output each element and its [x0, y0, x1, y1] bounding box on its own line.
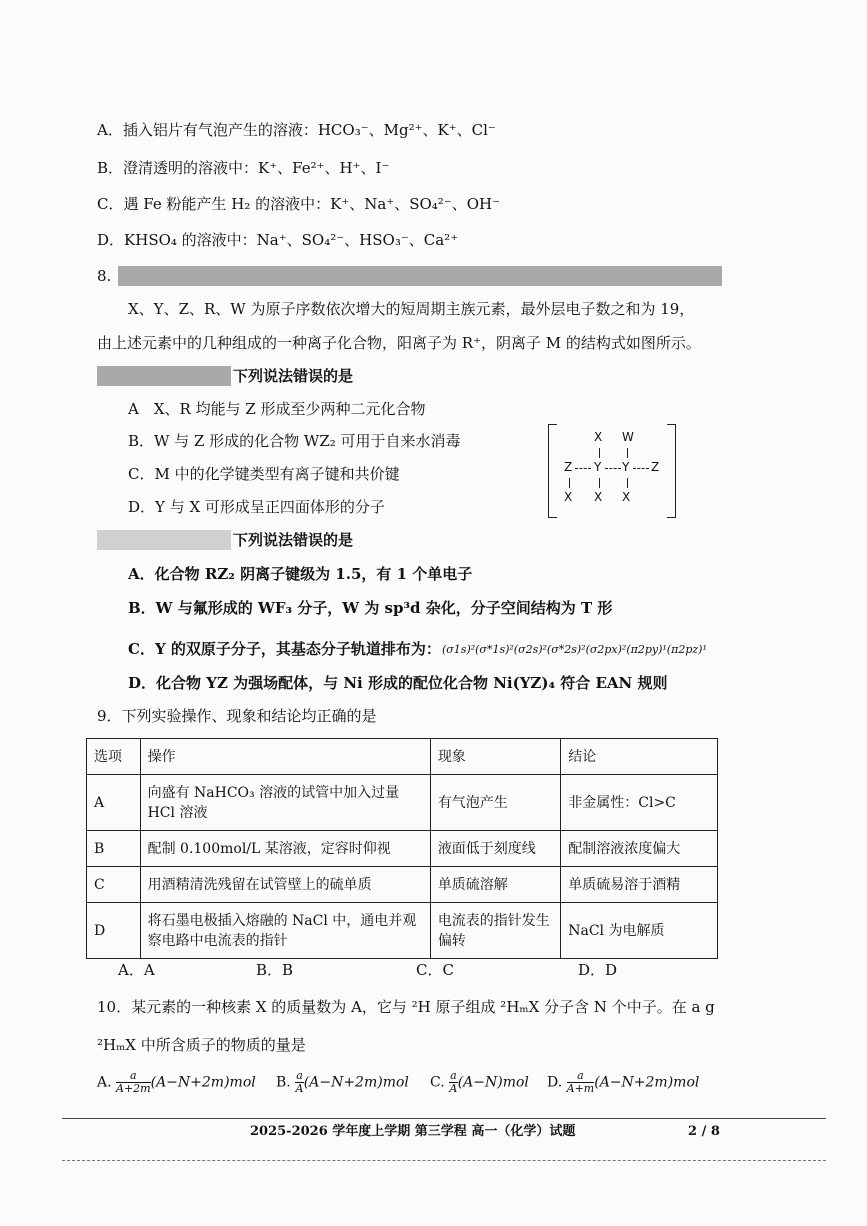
table-row	[87, 867, 718, 903]
atom-x-bottom-3: X	[622, 490, 631, 504]
row-operation: 用酒精清洗残留在试管壁上的硫单质	[140, 867, 430, 903]
q8-sub2-option-c: C．Y 的双原子分子，其基态分子轨道排布为：	[128, 640, 441, 658]
q8-sub2-option-a: A．化合物 RZ₂ 阴离子键级为 1.5，有 1 个单电子	[128, 565, 473, 583]
row-conclusion: 配制溶液浓度偏大	[561, 831, 718, 867]
q7-option-a: A．插入铝片有气泡产生的溶液：HCO₃⁻、Mg²⁺、K⁺、Cl⁻	[97, 121, 496, 139]
row-phenomenon: 液面低于刻度线	[430, 831, 560, 867]
row-phenomenon: 有气泡产生	[430, 775, 560, 831]
q9-stem: 9．下列实验操作、现象和结论均正确的是	[97, 707, 377, 725]
q8-sub1-prompt: 下列说法错误的是	[233, 367, 354, 385]
q8-number: 8.	[97, 267, 112, 285]
q8-sub1-option-c: C．M 中的化学键类型有离子键和共价键	[128, 465, 400, 483]
header-option: 选项	[87, 739, 141, 775]
row-option: B	[87, 831, 141, 867]
redacted-instruction-bar	[118, 266, 722, 286]
row-conclusion: 单质硫易溶于酒精	[561, 867, 718, 903]
q8-sub2-option-d: D．化合物 YZ 为强场配体，与 Ni 形成的配位化合物 Ni(YZ)₄ 符合 EAN 规则	[128, 674, 668, 692]
table-row	[87, 775, 718, 831]
q10-option-a: A. $\frac{a}{A+2m}$ (A−N+2m)mol	[97, 1069, 256, 1095]
q9-choice-a: A．A	[118, 961, 155, 979]
table-header-row	[87, 739, 718, 775]
atom-x-bottom-2: X	[594, 490, 603, 504]
row-conclusion: NaCl 为电解质	[561, 903, 718, 959]
row-phenomenon: 电流表的指针发生偏转	[430, 903, 560, 959]
footer-title: 2025-2026 学年度上学期 第三学程 高一（化学）试题	[250, 1124, 576, 1139]
anion-structure-diagram	[548, 424, 676, 516]
q8-sub2-prompt: 下列说法错误的是	[233, 531, 354, 549]
row-option: C	[87, 867, 141, 903]
row-conclusion: 非金属性：Cl>C	[561, 775, 718, 831]
row-operation: 配制 0.100mol/L 某溶液，定容时仰视	[140, 831, 430, 867]
header-operation: 操作	[140, 739, 430, 775]
atom-x-top: X	[594, 430, 603, 444]
row-operation: 向盛有 NaHCO₃ 溶液的试管中加入过量 HCl 溶液	[140, 775, 430, 831]
header-phenomenon: 现象	[430, 739, 560, 775]
q8-sub1-option-b: B．W 与 Z 形成的化合物 WZ₂ 可用于自来水消毒	[128, 432, 461, 450]
redacted-subquestion-tag-1	[97, 366, 231, 386]
atom-y-left: Y	[594, 460, 602, 474]
q10-line2: ²HₘX 中所含质子的物质的量是	[97, 1036, 306, 1054]
q10-option-d: D. $\frac{a}{A+m}$ (A−N+2m)mol	[547, 1069, 700, 1095]
q7-option-c: C．遇 Fe 粉能产生 H₂ 的溶液中：K⁺、Na⁺、SO₄²⁻、OH⁻	[97, 195, 501, 213]
footer-page-number: 2 / 8	[688, 1124, 720, 1139]
q10-option-b: B. $\frac{a}{A}$ (A−N+2m)mol	[276, 1069, 409, 1095]
row-option: A	[87, 775, 141, 831]
table-row	[87, 831, 718, 867]
q8-sub1-option-d: D．Y 与 X 可形成呈正四面体形的分子	[128, 498, 385, 516]
atom-z-left: Z	[564, 460, 573, 474]
q10-line1: 10．某元素的一种核素 X 的质量数为 A，它与 ²H 原子组成 ²HₘX 分子含 N 个中子。在 a g	[97, 998, 715, 1016]
q9-choice-d: D．D	[578, 961, 618, 979]
table-row	[87, 903, 718, 959]
redacted-subquestion-tag-2	[97, 530, 231, 550]
atom-z-right: Z	[651, 460, 660, 474]
q9-choice-c: C．C	[416, 961, 454, 979]
header-conclusion: 结论	[561, 739, 718, 775]
q8-intro-line2: 由上述元素中的几种组成的一种离子化合物，阳离子为 R⁺，阴离子 M 的结构式如图所示。	[97, 334, 701, 352]
row-operation: 将石墨电极插入熔融的 NaCl 中，通电并观察电路中电流表的指针	[140, 903, 430, 959]
atom-x-bottom-1: X	[564, 490, 573, 504]
q7-option-d: D．KHSO₄ 的溶液中：Na⁺、SO₄²⁻、HSO₃⁻、Ca²⁺	[97, 231, 459, 249]
row-phenomenon: 单质硫溶解	[430, 867, 560, 903]
footer-dashed-line	[62, 1160, 826, 1161]
footer-divider	[62, 1118, 826, 1119]
q8-sub2-option-b: B．W 与氟形成的 WF₃ 分子，W 为 sp³d 杂化，分子空间结构为 T 形	[128, 599, 613, 617]
atom-y-right: Y	[622, 460, 630, 474]
q10-option-c: C. $\frac{a}{A}$ (A−N)mol	[430, 1069, 529, 1095]
experiment-table	[86, 738, 718, 959]
q9-choice-b: B．B	[256, 961, 294, 979]
mo-configuration: (σ1s)²(σ*1s)²(σ2s)²(σ*2s)²(σ2px)²(π2py)¹(π2pz)¹	[442, 643, 707, 656]
atom-w-top: W	[622, 430, 634, 444]
row-option: D	[87, 903, 141, 959]
q7-option-b: B．澄清透明的溶液中：K⁺、Fe²⁺、H⁺、I⁻	[97, 159, 390, 177]
q8-intro-line1: X、Y、Z、R、W 为原子序数依次增大的短周期主族元素，最外层电子数之和为 19，	[128, 300, 695, 318]
q8-sub1-option-a: A X、R 均能与 Z 形成至少两种二元化合物	[128, 400, 426, 418]
